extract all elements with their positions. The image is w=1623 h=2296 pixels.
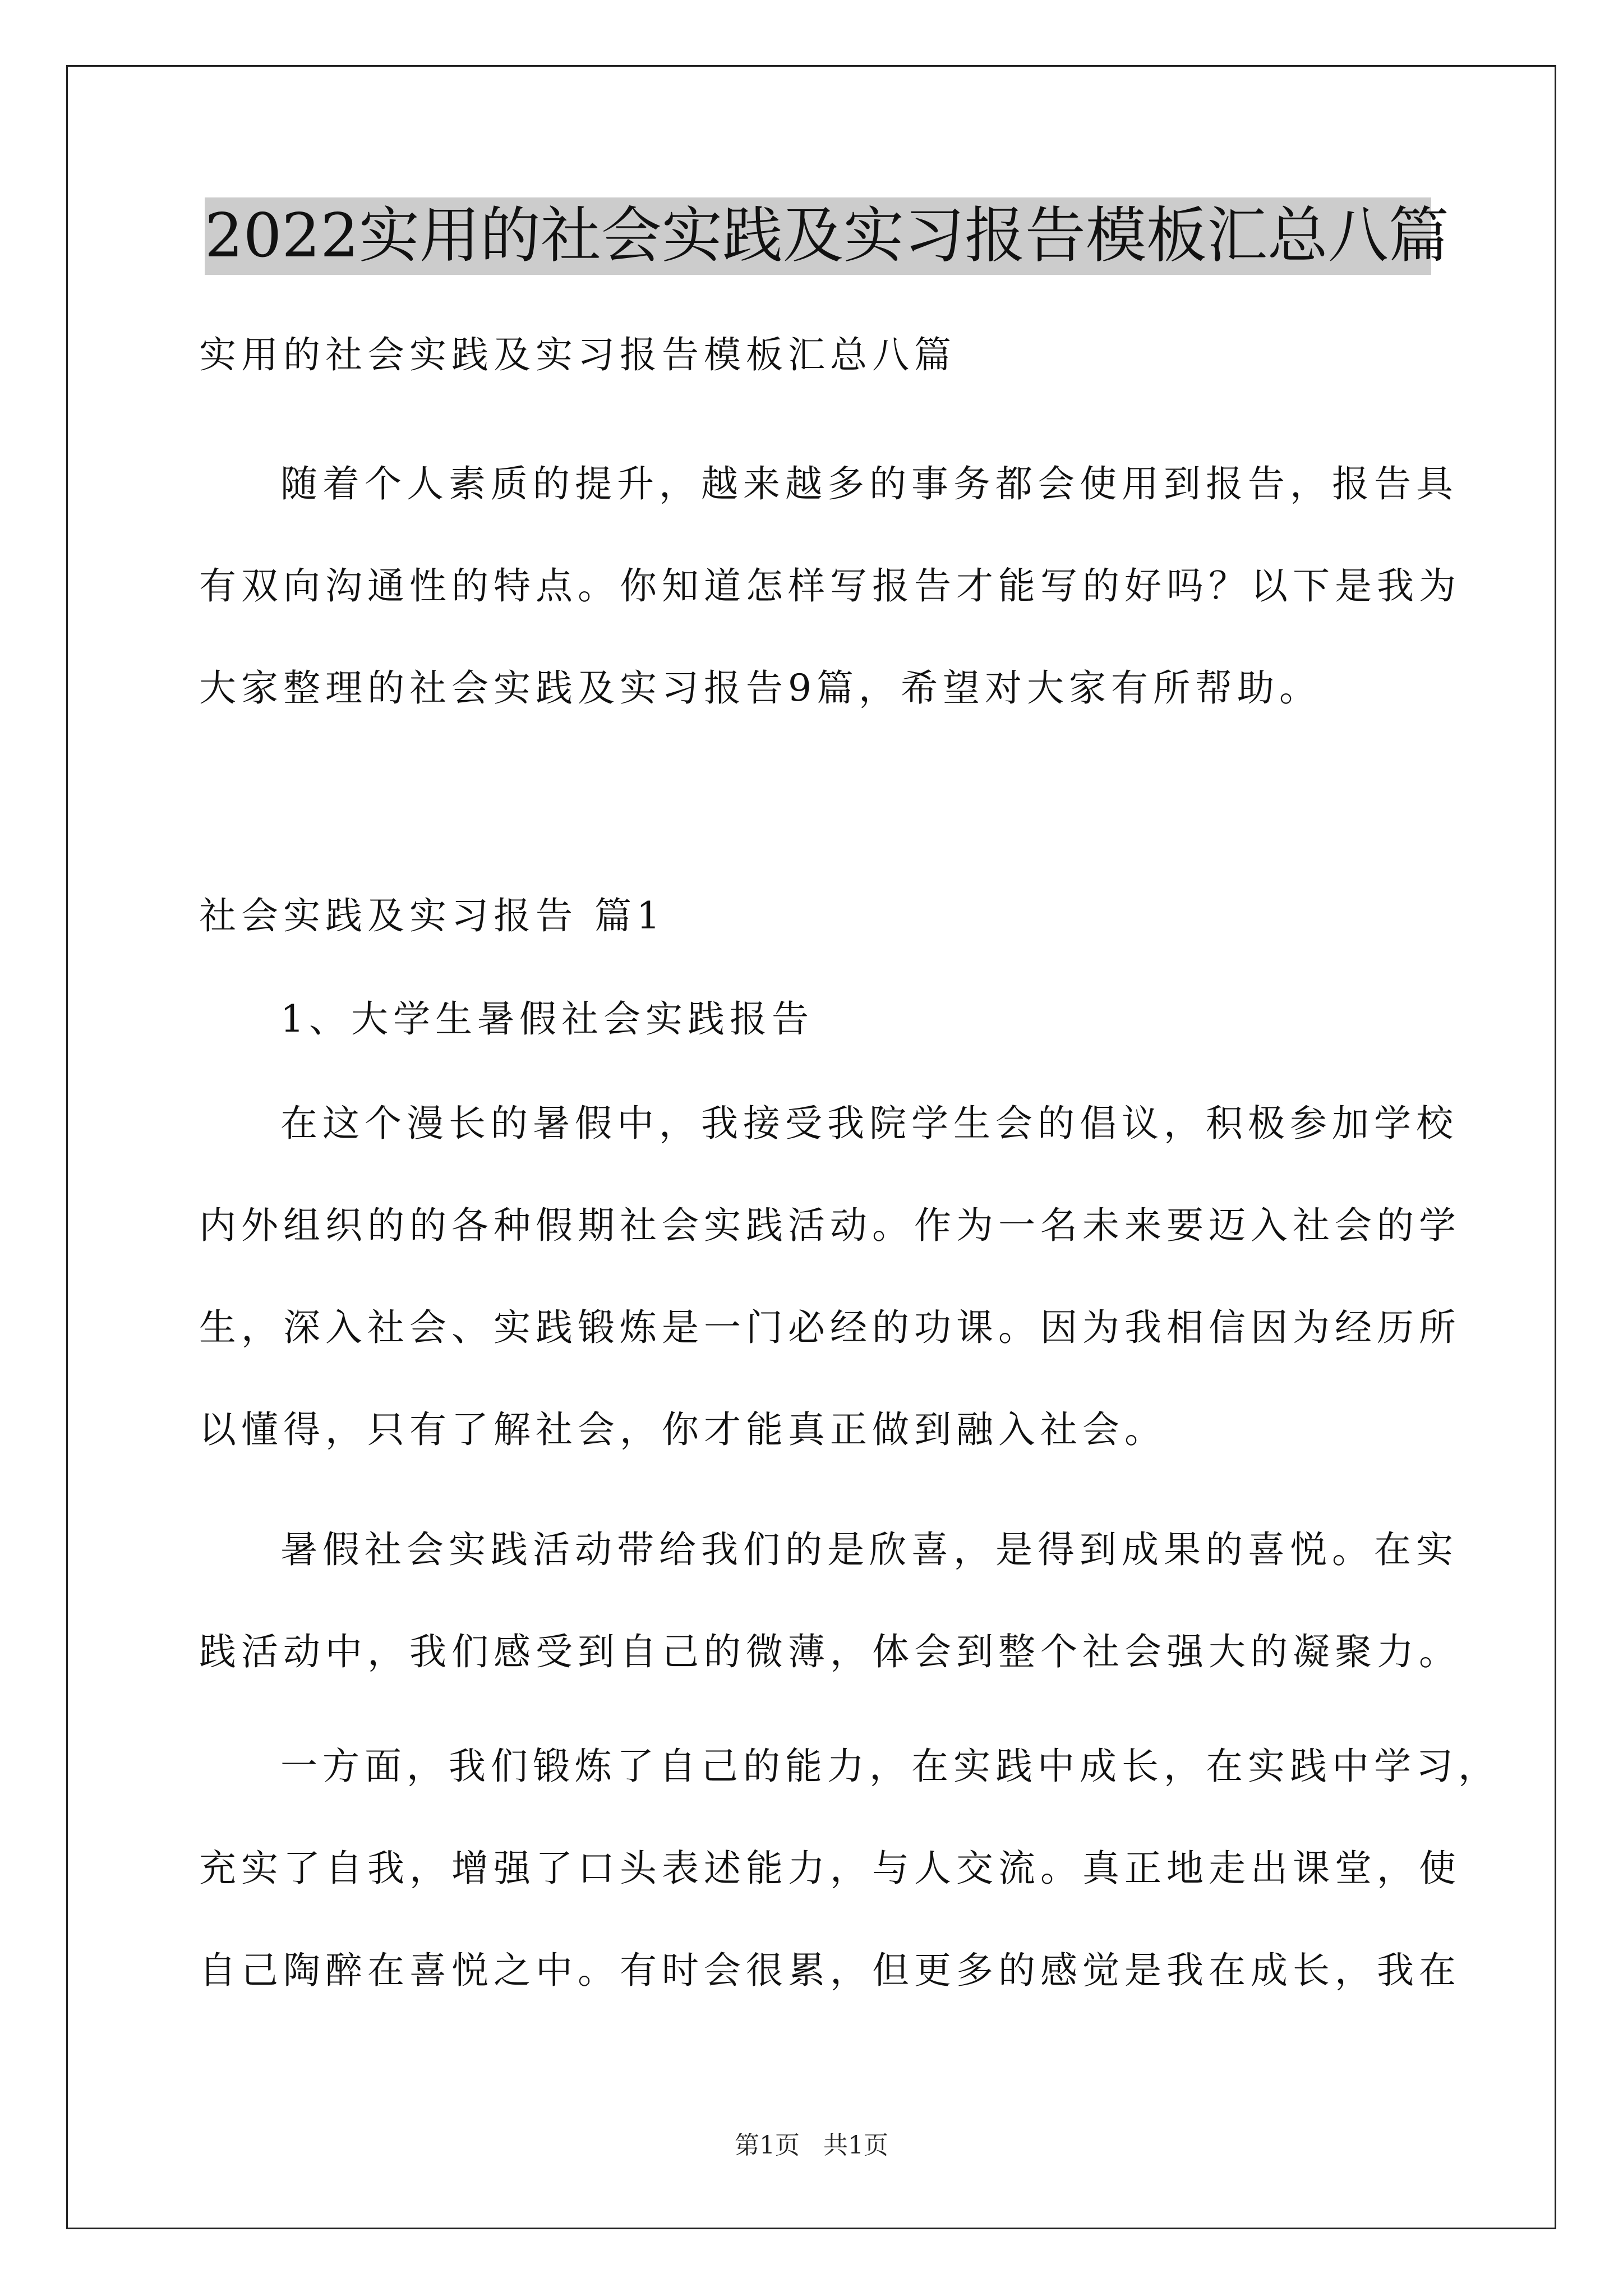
para1-line-2: 内外组织的的各种假期社会实践活动。作为一名未来要迈入社会的学 [199, 1204, 1461, 1247]
section-heading: 社会实践及实习报告 篇1 [199, 894, 665, 937]
para1-line-1: 在这个漫长的暑假中，我接受我院学生会的倡议，积极参加学校 [280, 1102, 1458, 1145]
document-subtitle: 实用的社会实践及实习报告模板汇总八篇 [199, 333, 956, 376]
para2-line-2: 践活动中，我们感受到自己的微薄，体会到整个社会强大的凝聚力。 [199, 1630, 1461, 1673]
para1-line-4: 以懂得，只有了解社会，你才能真正做到融入社会。 [199, 1408, 1166, 1451]
page-number-total: 共1页 [823, 2131, 888, 2160]
page-number-current: 第1页 [735, 2131, 800, 2160]
para3-line-1: 一方面，我们锻炼了自己的能力，在实践中成长，在实践中学习， [280, 1745, 1500, 1788]
intro-line-3: 大家整理的社会实践及实习报告9篇，希望对大家有所帮助。 [199, 666, 1321, 710]
page-footer [0, 2130, 1623, 2161]
para3-line-2: 充实了自我，增强了口头表述能力，与人交流。真正地走出课堂，使 [199, 1847, 1461, 1890]
para1-line-3: 生，深入社会、实践锻炼是一门必经的功课。因为我相信因为经历所 [199, 1306, 1461, 1349]
item-heading: 1、大学生暑假社会实践报告 [280, 997, 814, 1041]
para2-line-1: 暑假社会实践活动带给我们的是欣喜，是得到成果的喜悦。在实 [280, 1528, 1458, 1571]
para3-line-3: 自己陶醉在喜悦之中。有时会很累，但更多的感觉是我在成长，我在 [199, 1949, 1461, 1992]
intro-line-1: 随着个人素质的提升，越来越多的事务都会使用到报告，报告具 [280, 462, 1458, 505]
document-title: 2022实用的社会实践及实习报告模板汇总八篇 [205, 197, 1431, 275]
intro-line-2: 有双向沟通性的特点。你知道怎样写报告才能写的好吗？以下是我为 [199, 564, 1461, 608]
